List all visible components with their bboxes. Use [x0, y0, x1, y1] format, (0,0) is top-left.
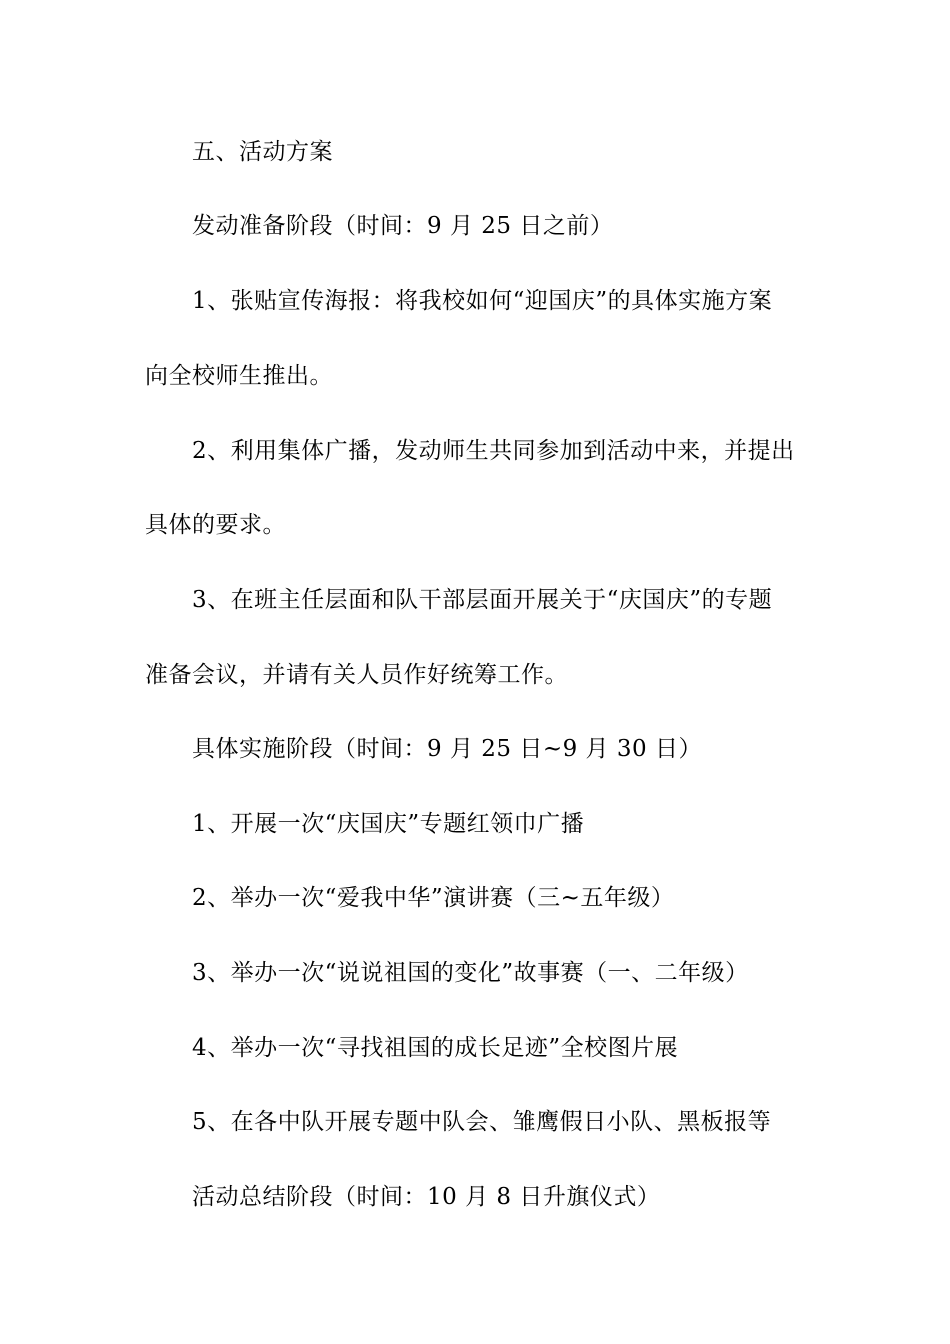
- phase2-item-2: 2、举办一次“爱我中华”演讲赛（三~五年级）: [192, 885, 675, 911]
- phase1-item1-line1: 1、张贴宣传海报：将我校如何“迎国庆”的具体实施方案: [192, 288, 773, 314]
- phase1-item2-line2: 具体的要求。: [145, 512, 286, 538]
- phase2-item-5: 5、在各中队开展专题中队会、雏鹰假日小队、黑板报等: [192, 1109, 772, 1135]
- phase2-heading: 具体实施阶段（时间：9 月 25 日~9 月 30 日）: [192, 736, 702, 762]
- phase1-item3-line1: 3、在班主任层面和队干部层面开展关于“庆国庆”的专题: [192, 587, 773, 613]
- phase2-item-3: 3、举办一次“说说祖国的变化”故事赛（一、二年级）: [192, 960, 749, 986]
- phase2-item-4: 4、举办一次“寻找祖国的成长足迹”全校图片展: [192, 1035, 679, 1061]
- phase1-item2-line1: 2、利用集体广播，发动师生共同参加到活动中来，并提出: [192, 438, 795, 464]
- phase1-item3-line2: 准备会议，并请有关人员作好统筹工作。: [145, 662, 568, 688]
- phase3-heading: 活动总结阶段（时间：10 月 8 日升旗仪式）: [192, 1184, 661, 1210]
- phase1-heading: 发动准备阶段（时间：9 月 25 日之前）: [192, 213, 614, 239]
- section-heading: 五、活动方案: [192, 139, 333, 165]
- phase2-item-1: 1、开展一次“庆国庆”专题红领巾广播: [192, 811, 585, 837]
- phase1-item1-line2: 向全校师生推出。: [145, 363, 333, 389]
